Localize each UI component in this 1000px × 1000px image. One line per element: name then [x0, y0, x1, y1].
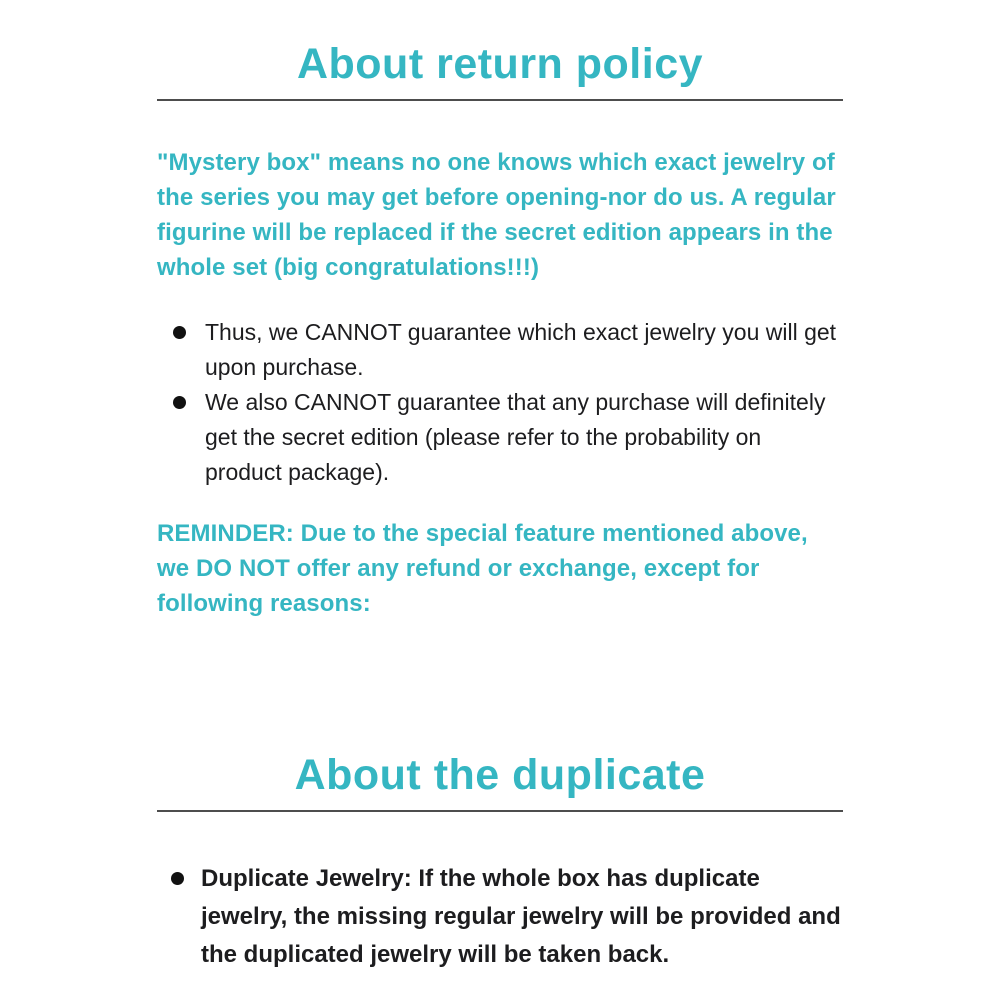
return-policy-list	[157, 315, 843, 490]
list-item-text: We also CANNOT guarantee that any purchase will definitely get the secret edition (please refer to the probability on product package).	[205, 389, 826, 486]
duplicate-list	[157, 860, 843, 974]
list-item	[171, 860, 843, 974]
reminder-text: Due to the special feature mentioned above, we DO NOT offer any refund or exchange, except for following reasons:	[157, 520, 808, 618]
divider	[157, 810, 843, 812]
mystery-box-intro: "Mystery box" means no one knows which exact jewelry of the series you may get before opening-nor do us. A regular figurine will be replaced if the secret edition appears in the whole set (big congratulations!!!)	[157, 149, 836, 282]
list-item-text: Thus, we CANNOT guarantee which exact jewelry you will get upon purchase.	[205, 319, 837, 381]
policy-content	[157, 0, 843, 974]
return-policy-title: About return policy	[296, 40, 704, 88]
list-item	[173, 315, 843, 385]
list-item	[173, 385, 843, 490]
duplicate-title: About the duplicate	[294, 751, 706, 800]
bullet-icon	[173, 396, 186, 409]
reminder-label: REMINDER:	[157, 520, 294, 548]
bullet-icon	[173, 326, 186, 339]
bullet-icon	[171, 872, 184, 885]
list-item-text: Duplicate Jewelry: If the whole box has duplicate jewelry, the missing regular jewelry will be provided and the duplicated jewelry will be taken back.	[201, 865, 841, 969]
reminder-note	[157, 516, 843, 621]
divider	[157, 99, 843, 101]
